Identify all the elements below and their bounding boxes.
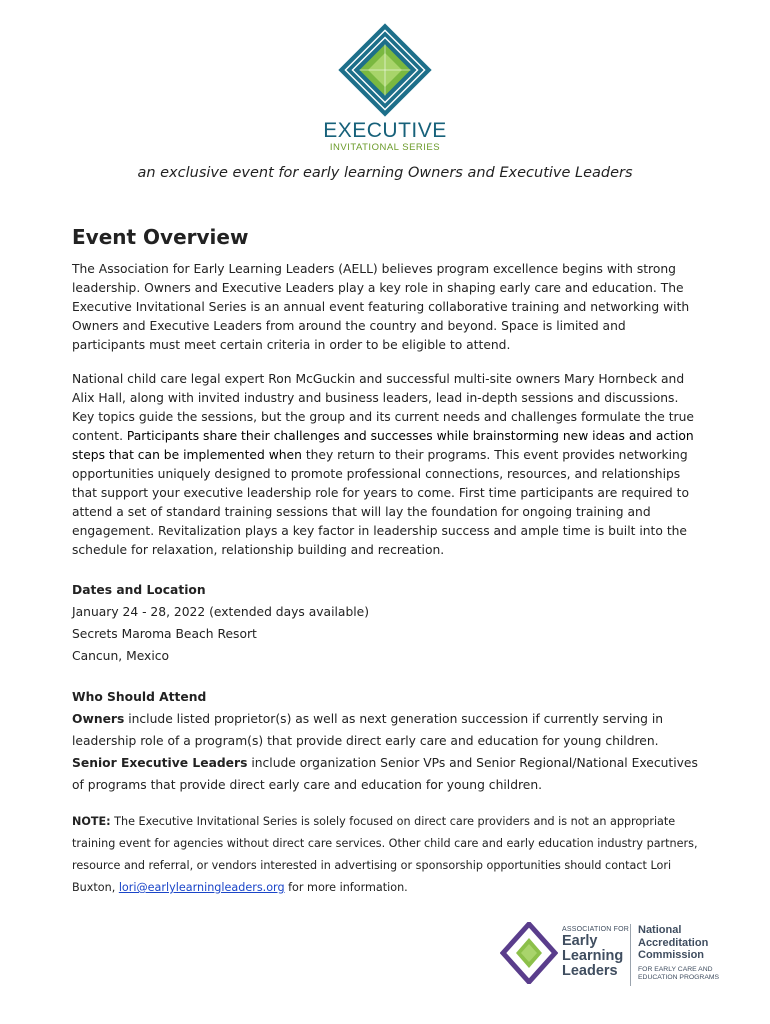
event-logo [0, 22, 770, 153]
dates-heading: Dates and Location [72, 583, 206, 597]
assoc-name [562, 934, 623, 979]
nac-line-2: Accreditation [638, 936, 709, 949]
note-text-end: for more information. [284, 881, 408, 894]
overview-paragraph-2 [72, 370, 702, 560]
logo-subtitle: INVITATIONAL SERIES [329, 142, 441, 153]
tagline: an exclusive event for early learning Owners and Executive Leaders [137, 165, 633, 181]
who-owners [72, 708, 702, 752]
footer-logos [500, 920, 740, 992]
executive-diamond-icon [337, 22, 433, 118]
ell-diamond-icon [500, 922, 558, 984]
assoc-small-label: ASSOCIATION FOR [562, 926, 630, 933]
note-block [72, 811, 702, 899]
para2-start: National child care legal expert Ron McGuckin and successful multi-site owners Mary Hornbeck and Alix Hall, along with invited industry and business leaders, lead in-depth sessions and discussions. Key topics guide the sessions, but the group and its current needs and challenges formulate the true content. [72, 372, 694, 443]
nac-line-1: National [638, 924, 682, 936]
overview-paragraph-1: The Association for Early Learning Leaders (AELL) believes program excellence begins with strong leadership. Owners and Executive Leaders play a key role in shaping early care and education. The Executive Invitational Series is an annual event featuring collaborative training and networking with Owners and Executive Leaders from around the country and beyond. Space is limited and participants must meet certain criteria in order to be eligible to attend. [72, 262, 690, 352]
who-seniors [72, 752, 702, 796]
note-text: The Executive Invitational Series is solely focused on direct care providers and is not an appropriate training event for agencies without direct care services. Other child care and early education industry partners, resource and referral, or vendors interested in advertising or sponsorship opportunities should contact Lori Buxton, [72, 815, 698, 894]
nac-sub-2: EDUCATION PROGRAMS [638, 974, 720, 981]
event-city: Cancun, Mexico [72, 649, 170, 663]
seniors-text: include organization Senior VPs and Senior Regional/National Executives of programs that provide direct early care and education for young children. [72, 756, 698, 792]
para2-highlight: Participants share their challenges and successes while brainstorming new ideas and action steps that can be implemented when [72, 429, 694, 462]
main-content [72, 222, 702, 899]
footer-divider [630, 924, 631, 986]
para2-end: they return to their programs. This event provides networking opportunities uniquely designed to promote professional connections, resources, and relationships that support your executive leadership role for years to come. First time participants are required to attend a set of standard training sessions that will lay the foundation for ongoing training and engagement. Revitalization plays a key factor in leadership success and ample time is built into the schedule for relaxation, relationship building and recreation. [72, 448, 689, 557]
logo-title: EXECUTIVE [323, 119, 447, 142]
owners-label: Owners [72, 712, 125, 726]
nac-name [638, 924, 708, 962]
assoc-line-3: Leaders [562, 963, 618, 979]
nac-sub-1: FOR EARLY CARE AND [638, 966, 713, 973]
assoc-line-2: Learning [562, 948, 624, 964]
assoc-line-1: Early [562, 933, 598, 949]
event-date: January 24 - 28, 2022 (extended days available) [72, 605, 370, 619]
note-label: NOTE: [72, 815, 111, 828]
owners-text: include listed proprietor(s) as well as next generation succession if currently serving in leadership role of a program(s) that provide direct early care and education for young children. [72, 712, 664, 748]
nac-subtitle [638, 966, 719, 982]
page-title: Event Overview [72, 225, 249, 249]
contact-email-link[interactable]: lori@earlylearningleaders.org [118, 881, 285, 894]
who-heading: Who Should Attend [72, 690, 207, 704]
nac-line-3: Commission [638, 949, 705, 961]
seniors-label: Senior Executive Leaders [72, 756, 248, 770]
event-venue: Secrets Maroma Beach Resort [72, 627, 257, 641]
